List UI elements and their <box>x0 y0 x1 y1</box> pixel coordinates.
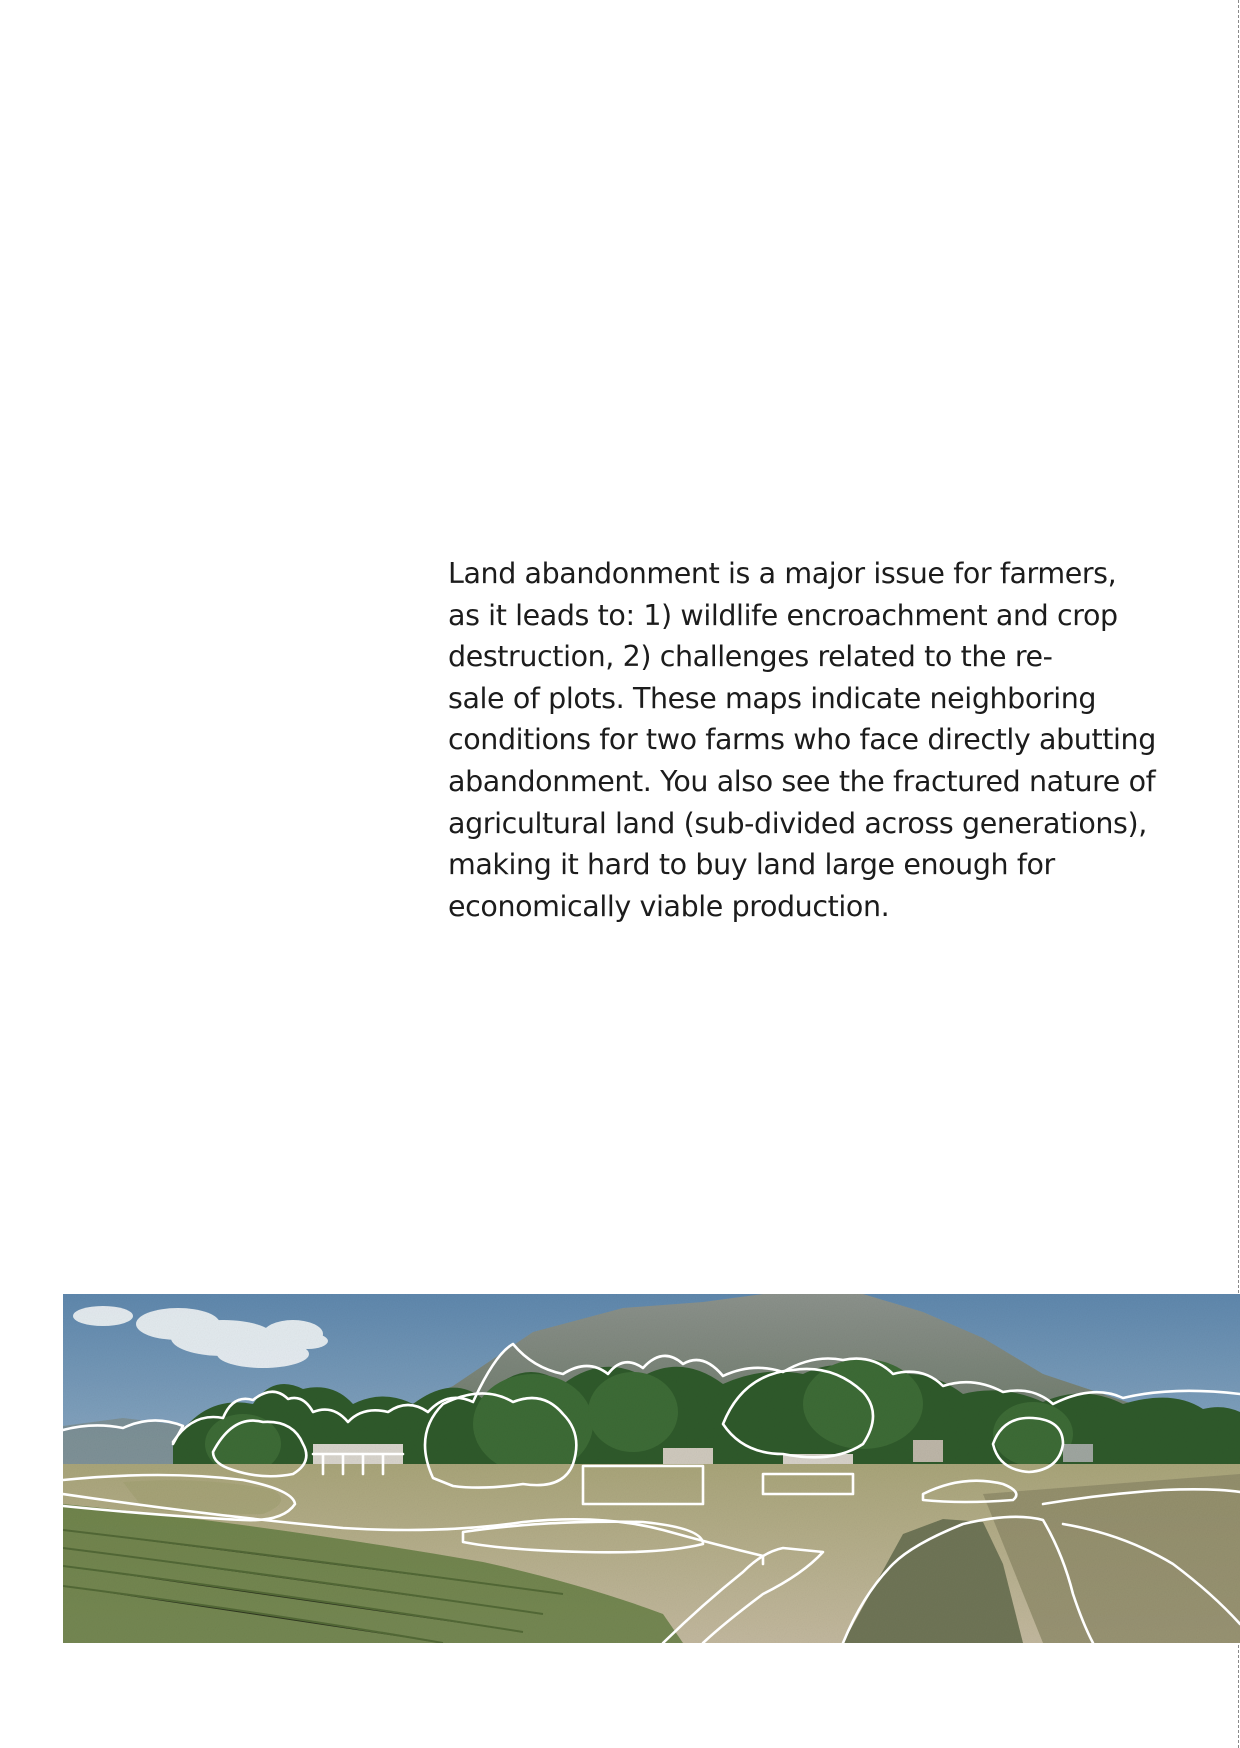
landscape-illustration <box>63 1294 1240 1643</box>
body-line: agricultural land (sub-divided across generations), <box>448 806 1147 840</box>
body-line: destruction, 2) challenges related to the re- <box>448 640 1053 674</box>
body-line: sale of plots. These maps indicate neighboring <box>448 681 1097 715</box>
body-line: conditions for two farms who face directly abutting <box>448 723 1156 757</box>
body-line: economically viable production. <box>448 889 890 923</box>
body-line: as it leads to: 1) wildlife encroachment and crop <box>448 598 1118 632</box>
body-paragraph <box>448 553 1188 927</box>
body-line: Land abandonment is a major issue for farmers, <box>448 557 1117 590</box>
body-line: abandonment. You also see the fractured nature of <box>448 764 1156 798</box>
body-line: making it hard to buy land large enough for <box>448 848 1055 882</box>
landscape-panorama <box>63 1294 1240 1643</box>
